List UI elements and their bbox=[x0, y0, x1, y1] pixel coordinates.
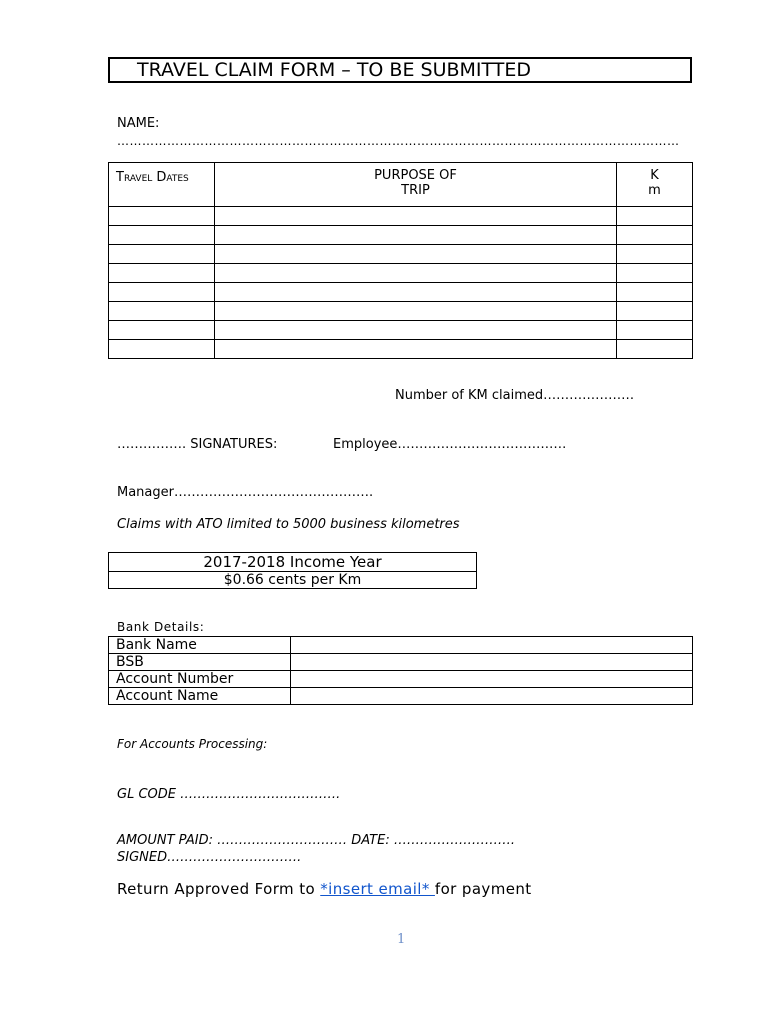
gl-code-field[interactable]: GL CODE ………………………………. bbox=[117, 787, 341, 802]
trip-km-cell[interactable] bbox=[616, 207, 692, 226]
bank-name-input[interactable] bbox=[291, 637, 693, 654]
account-name-label: Account Name bbox=[109, 688, 291, 705]
trip-date-cell[interactable] bbox=[109, 264, 215, 283]
col-purpose-line2: TRIP bbox=[401, 183, 430, 198]
trip-date-cell[interactable] bbox=[109, 283, 215, 302]
trip-km-cell[interactable] bbox=[616, 245, 692, 264]
table-row bbox=[109, 688, 693, 705]
trip-purpose-cell[interactable] bbox=[215, 302, 617, 321]
trips-table-header bbox=[109, 163, 693, 207]
col-purpose-line1: PURPOSE OF bbox=[374, 168, 457, 183]
income-rate: $0.66 cents per Km bbox=[109, 572, 477, 589]
employee-signature-field[interactable]: Employee………………………………… bbox=[333, 437, 567, 452]
trip-date-cell[interactable] bbox=[109, 207, 215, 226]
trip-purpose-cell[interactable] bbox=[215, 207, 617, 226]
bank-details-heading: Bank Details: bbox=[117, 620, 205, 634]
income-table bbox=[108, 552, 477, 589]
return-prefix: Return Approved Form to bbox=[117, 880, 321, 898]
trip-purpose-cell[interactable] bbox=[215, 283, 617, 302]
trip-date-cell[interactable] bbox=[109, 226, 215, 245]
income-year: 2017-2018 Income Year bbox=[109, 553, 477, 572]
account-number-label: Account Number bbox=[109, 671, 291, 688]
name-field[interactable]: ……………………………………………………………………………………………………………………… bbox=[117, 134, 680, 148]
trip-purpose-cell[interactable] bbox=[215, 321, 617, 340]
col-travel-dates: Travel Dates bbox=[116, 170, 189, 185]
trip-purpose-cell[interactable] bbox=[215, 226, 617, 245]
trip-date-cell[interactable] bbox=[109, 245, 215, 264]
account-number-input[interactable] bbox=[291, 671, 693, 688]
bank-name-label: Bank Name bbox=[109, 637, 291, 654]
page-number: 1 bbox=[397, 932, 406, 947]
table-row bbox=[109, 321, 693, 340]
table-row bbox=[109, 283, 693, 302]
col-km-line1: K bbox=[650, 168, 659, 183]
table-row bbox=[109, 226, 693, 245]
trip-km-cell[interactable] bbox=[616, 264, 692, 283]
ato-note: Claims with ATO limited to 5000 business kilometres bbox=[117, 517, 460, 532]
trip-purpose-cell[interactable] bbox=[215, 264, 617, 283]
amount-paid-field[interactable]: AMOUNT PAID: ………………………… DATE: ………………………. bbox=[117, 833, 515, 848]
table-row bbox=[109, 207, 693, 226]
signatures-label: ……………. SIGNATURES: bbox=[117, 437, 278, 452]
trip-km-cell[interactable] bbox=[616, 321, 692, 340]
table-row bbox=[109, 245, 693, 264]
name-label: NAME: bbox=[117, 116, 160, 131]
table-row bbox=[109, 637, 693, 654]
bsb-input[interactable] bbox=[291, 654, 693, 671]
col-km-line2: m bbox=[648, 183, 661, 198]
table-row bbox=[109, 264, 693, 283]
trip-date-cell[interactable] bbox=[109, 340, 215, 359]
trip-purpose-cell[interactable] bbox=[215, 340, 617, 359]
trip-km-cell[interactable] bbox=[616, 226, 692, 245]
trip-date-cell[interactable] bbox=[109, 321, 215, 340]
table-row bbox=[109, 671, 693, 688]
form-title: TRAVEL CLAIM FORM – TO BE SUBMITTED bbox=[108, 57, 692, 83]
table-row bbox=[109, 654, 693, 671]
return-instruction bbox=[117, 880, 532, 898]
trip-km-cell[interactable] bbox=[616, 340, 692, 359]
trips-table bbox=[108, 162, 693, 359]
accounts-processing-heading: For Accounts Processing: bbox=[117, 737, 268, 751]
table-row bbox=[109, 340, 693, 359]
bank-details-table bbox=[108, 636, 693, 705]
trip-purpose-cell[interactable] bbox=[215, 245, 617, 264]
trip-date-cell[interactable] bbox=[109, 302, 215, 321]
return-suffix: for payment bbox=[434, 880, 532, 898]
bsb-label: BSB bbox=[109, 654, 291, 671]
email-link[interactable]: *insert email* bbox=[320, 880, 435, 898]
km-claimed-field[interactable]: Number of KM claimed………………… bbox=[395, 388, 635, 403]
manager-signature-field[interactable]: Manager………………………………………. bbox=[117, 485, 374, 500]
signed-field[interactable]: SIGNED…………………………. bbox=[117, 850, 302, 865]
account-name-input[interactable] bbox=[291, 688, 693, 705]
table-row bbox=[109, 302, 693, 321]
trip-km-cell[interactable] bbox=[616, 283, 692, 302]
trip-km-cell[interactable] bbox=[616, 302, 692, 321]
